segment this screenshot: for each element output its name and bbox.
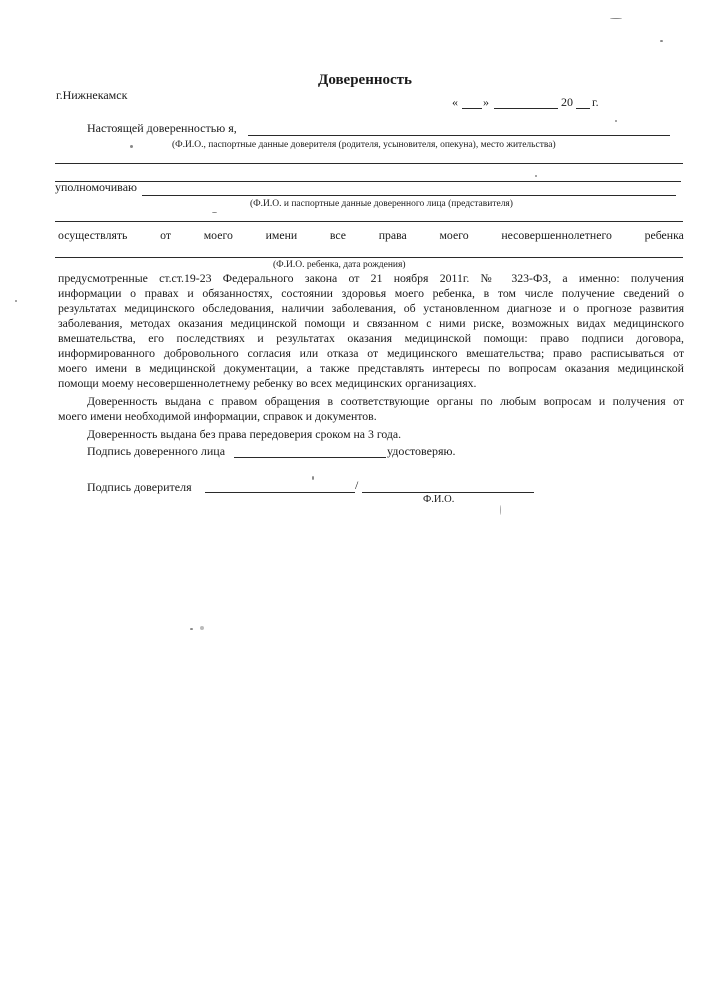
body-line: вмешательства, его последствиях и результатах оказания медицинской помощи: право подписи договора, [58, 331, 684, 345]
body-line: Доверенность выдана с правом обращения в соответствующие органы по любым вопросам и получения от [87, 394, 684, 408]
authorize-label: уполномочиваю [55, 180, 137, 194]
representative-name-blank[interactable] [142, 195, 676, 196]
body-line: информированного добровольного согласия или отказа от медицинского вмешательства; право расписываться от [58, 346, 684, 360]
exercise-word: моего [203, 228, 233, 242]
rep-signature-blank[interactable] [234, 457, 386, 458]
fio-caption: Ф.И.О. [423, 494, 455, 505]
exercise-word: моего [439, 228, 469, 242]
city-label: г.Нижнекамск [56, 88, 128, 102]
date-day-blank[interactable] [462, 108, 482, 109]
exercise-word: осуществлять [58, 228, 128, 242]
child-caption: (Ф.И.О. ребенка, дата рождения) [273, 260, 406, 270]
principal-signature-blank[interactable] [205, 492, 355, 493]
rep-signature-label: Подпись доверенного лица [87, 444, 226, 458]
exercise-word: от [160, 228, 172, 242]
body-line: информации о правах и обязанностях, состоянии здоровья моего ребенка, в том числе получение сведений о [58, 286, 684, 300]
body-line: предусмотренные ст.ст.19-23 Федерального закона от 21 ноября 2011г. № 323-ФЗ, а именно: получения [58, 271, 684, 285]
exercise-word: права [378, 228, 407, 242]
date-year-suffix: г. [592, 95, 599, 109]
date-month-blank[interactable] [494, 108, 558, 109]
body-line: результатах медицинского обследования, наличии заболевания, об установленном диагнозе и о прогнозе развития [58, 301, 684, 315]
representative-details-blank[interactable] [55, 221, 683, 222]
certify-word: удостоверяю. [387, 444, 456, 458]
date-year-blank[interactable] [576, 108, 590, 109]
exercise-word: все [329, 228, 347, 242]
exercise-rights-line [58, 228, 684, 243]
principal-fio-blank[interactable] [362, 492, 534, 493]
representative-caption: (Ф.И.О. и паспортные данные доверенного лица (представителя) [250, 199, 513, 209]
date-close-quote: » [483, 95, 489, 109]
principal-details-blank-2[interactable] [55, 181, 681, 182]
date-open-quote: « [452, 95, 458, 109]
document-title: Доверенность [318, 72, 412, 88]
body-line: моего имени в медицинской документации, а также представлять интересы по вопросам оказания медицинской [58, 361, 684, 375]
principal-caption: (Ф.И.О., паспортные данные доверителя (родителя, усыновителя, опекуна), место жительства) [172, 140, 556, 150]
exercise-word: имени [265, 228, 298, 242]
term-paragraph: Доверенность выдана без права передоверия сроком на 3 года. [87, 427, 402, 441]
date-year-prefix: 20 [561, 95, 573, 109]
body-line: моего имени необходимой информации, справок и документов. [58, 409, 377, 423]
principal-signature-label: Подпись доверителя [87, 480, 192, 494]
principal-name-blank[interactable] [248, 135, 670, 136]
intro-label: Настоящей доверенностью я, [87, 121, 237, 135]
child-name-blank[interactable] [55, 257, 683, 258]
principal-details-blank-1[interactable] [55, 163, 683, 164]
body-line: заболевания, методах оказания медицинской помощи и связанном с ними риске, возможных видах медицинского [58, 316, 684, 330]
signature-slash: / [355, 478, 359, 492]
exercise-word: несовершеннолетнего [501, 228, 612, 242]
body-line: помощи моему несовершеннолетнему ребенку во всех медицинских организациях. [58, 376, 477, 390]
exercise-word: ребенка [644, 228, 684, 242]
